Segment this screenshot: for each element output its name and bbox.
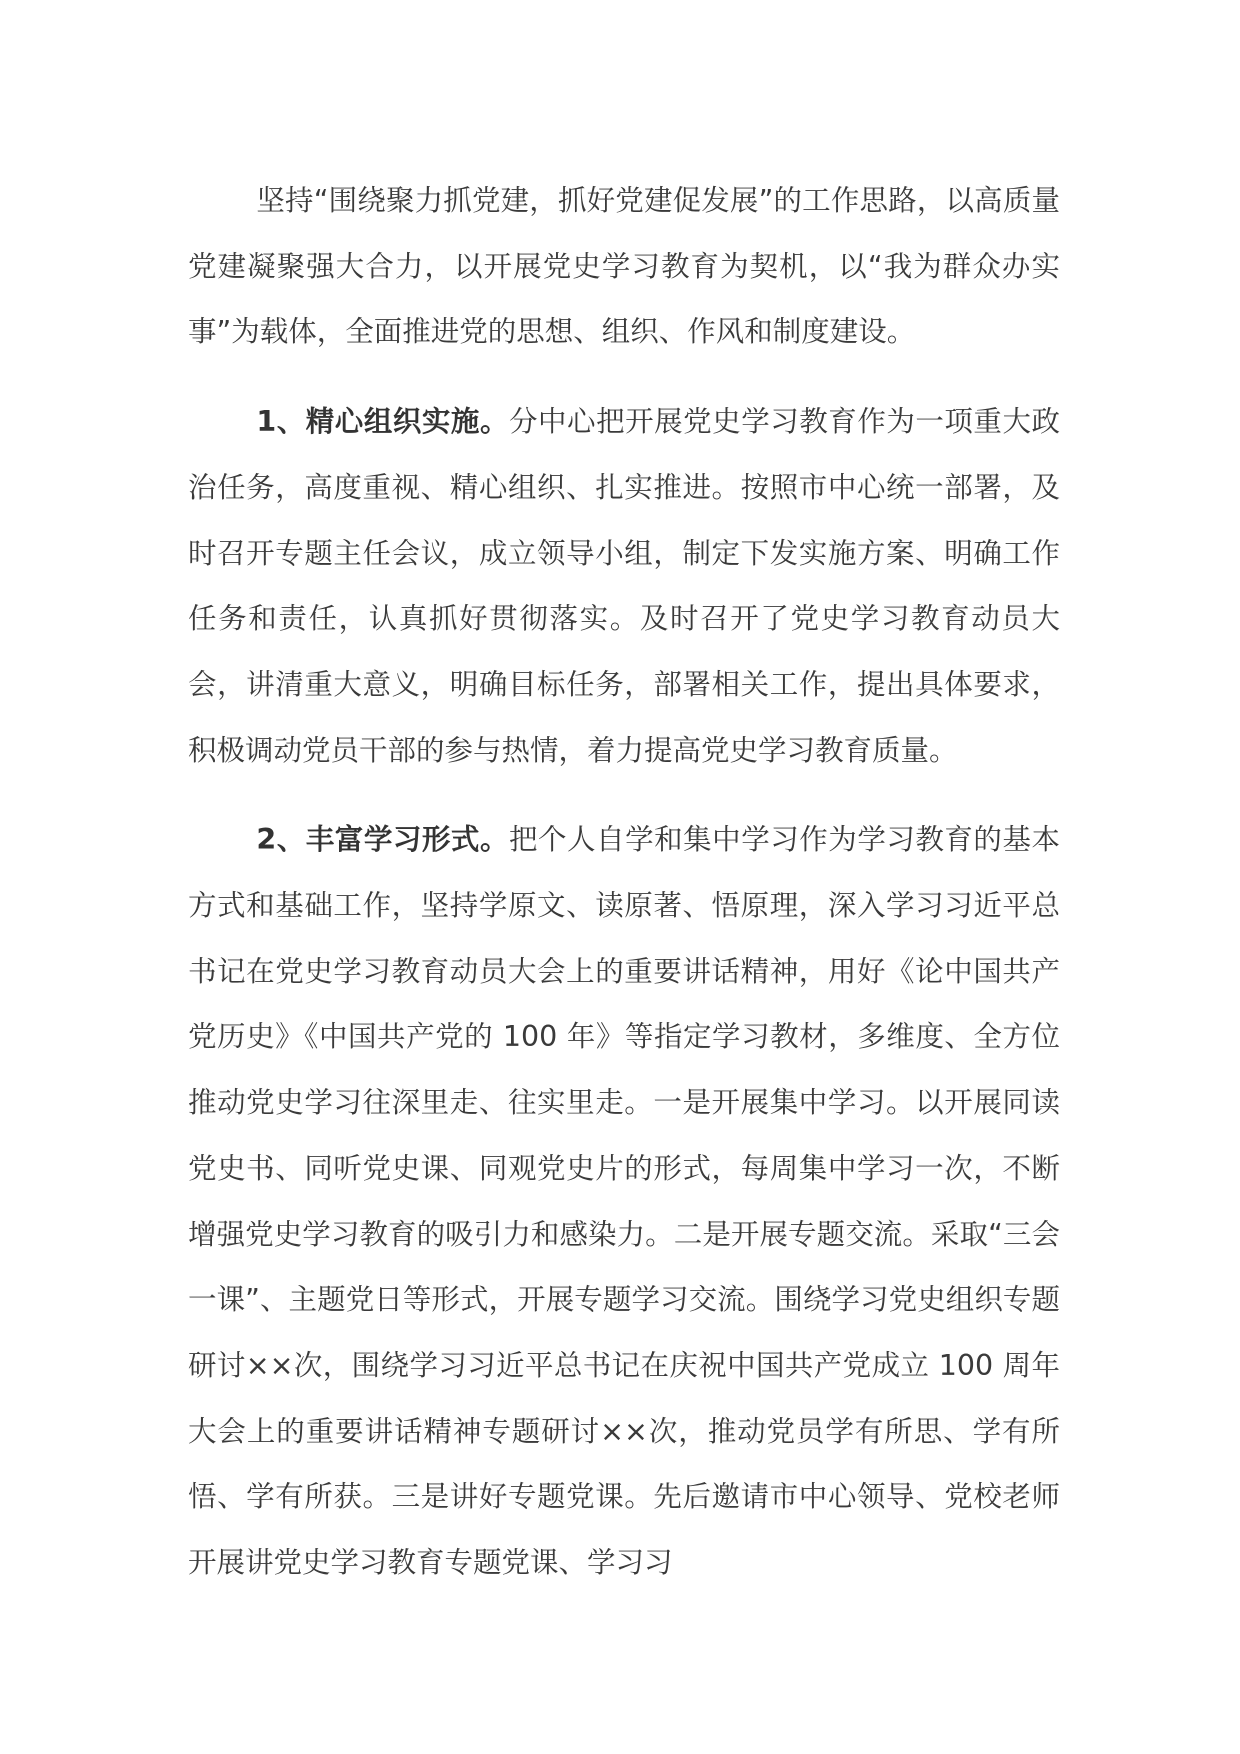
section-1-text: 分中心把开展党史学习教育作为一项重大政治任务，高度重视、精心组织、扎实推进。按照市中心统一部署，及时召开专题主任会议，成立领导小组，制定下发实施方案、明确工作任务和责任，认真抓好贯彻落实。及时召开了党史学习教育动员大会，讲清重大意义，明确目标任务，部署相关工作，提出具体要求，积极调动党员干部的参与热情，着力提高党史学习教育质量。 — [188, 405, 1060, 767]
document-body — [188, 168, 1060, 1596]
section-2-paragraph — [188, 807, 1060, 1595]
intro-paragraph-text: 坚持“围绕聚力抓党建，抓好党建促发展”的工作思路，以高质量党建凝聚强大合力，以开展党史学习教育为契机，以“我为群众办实事”为载体，全面推进党的思想、组织、作风和制度建设。 — [188, 184, 1060, 349]
section-2-heading: 2、丰富学习形式。 — [256, 823, 509, 857]
section-2-text: 把个人自学和集中学习作为学习教育的基本方式和基础工作，坚持学原文、读原著、悟原理，深入学习习近平总书记在党史学习教育动员大会上的重要讲话精神，用好《论中国共产党历史》《中国共产党的 100 年》等指定学习教材，多维度、全方位推动党史学习往深里走、往实里走。一是开展集中学习。以开展同读党史书、同听党史课、同观党史片的形式，每周集中学习一次，不断增强党史学习教育的吸引力和感染力。二是开展专题交流。采取“三会一课”、主题党日等形式，开展专题学习交流。围绕学习党史组织专题研讨××次，围绕学习习近平总书记在庆祝中国共产党成立 100 周年大会上的重要讲话精神专题研讨××次，推动党员学有所思、学有所悟、学有所获。三是讲好专题党课。先后邀请市中心领导、党校老师开展讲党史学习教育专题党课、学习习 — [188, 823, 1060, 1580]
section-1-paragraph — [188, 389, 1060, 783]
section-1-heading: 1、精心组织实施。 — [256, 405, 509, 439]
intro-paragraph — [188, 168, 1060, 365]
